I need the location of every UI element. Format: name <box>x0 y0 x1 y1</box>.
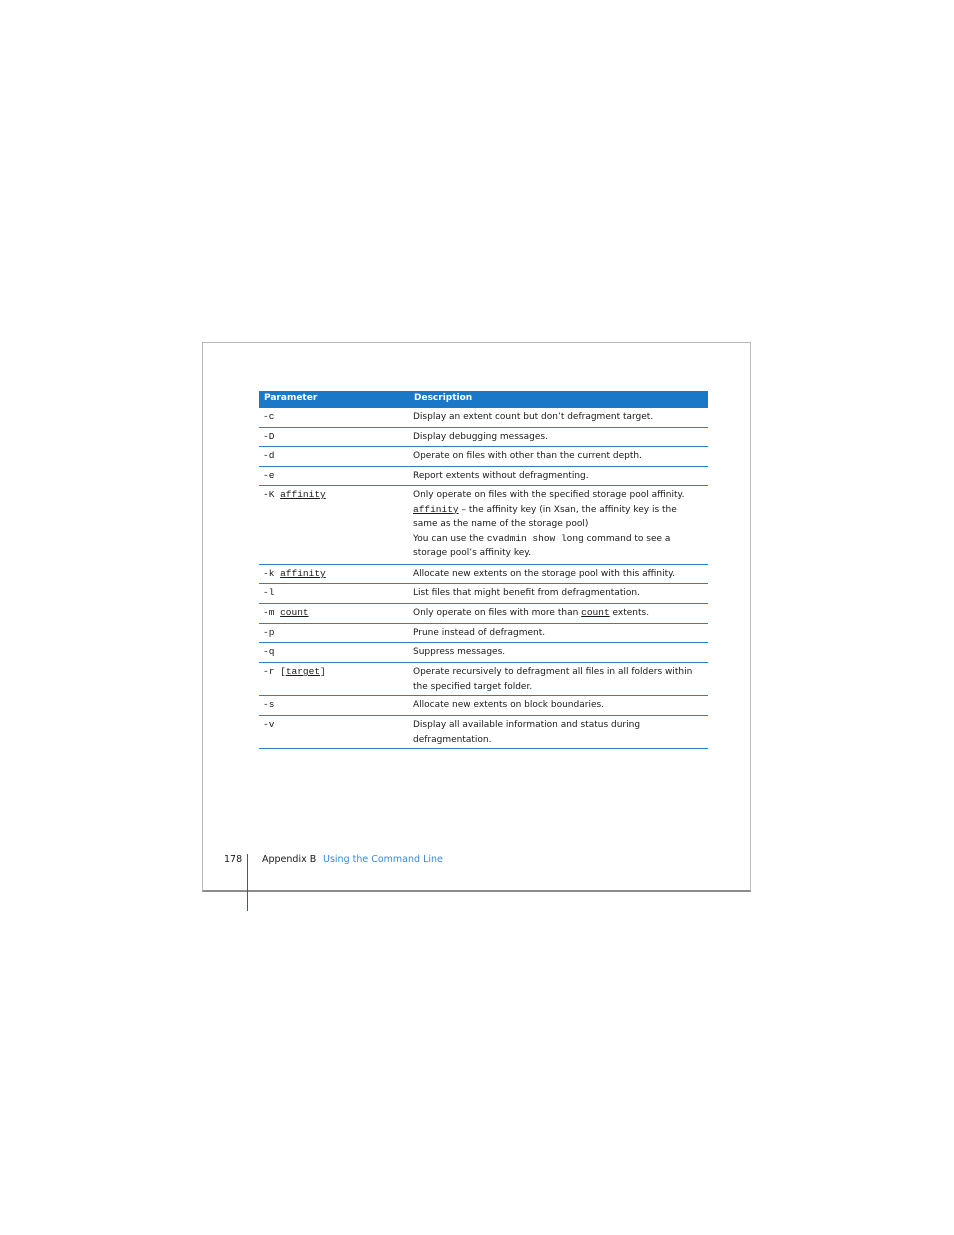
table-row <box>259 584 708 604</box>
code-text: affinity <box>413 503 459 515</box>
header-description: Description <box>414 393 473 403</box>
parameter-flag: -q <box>263 646 275 657</box>
table-row <box>259 408 708 428</box>
description-paragraph <box>413 567 698 582</box>
parameter-argument: count <box>280 607 309 618</box>
description-paragraph <box>413 606 698 621</box>
description-cell <box>413 716 698 747</box>
description-cell <box>413 663 698 694</box>
description-paragraph <box>413 503 698 532</box>
description-paragraph <box>413 469 698 484</box>
footer-section: Appendix B <box>262 854 317 865</box>
parameter-cell <box>263 626 274 641</box>
parameter-flag: -r [ <box>263 666 286 677</box>
description-cell <box>413 604 698 621</box>
description-cell <box>413 624 698 641</box>
description-paragraph <box>413 718 698 747</box>
parameter-flag: -c <box>263 411 275 422</box>
description-paragraph <box>413 488 698 503</box>
parameter-flag: -s <box>263 699 275 710</box>
description-cell <box>413 428 698 445</box>
description-paragraph <box>413 626 698 641</box>
parameter-flag: -d <box>263 450 275 461</box>
parameter-flag: -K <box>263 489 281 500</box>
parameter-table <box>259 391 708 749</box>
description-text: Allocate new extents on the storage pool with this affinity. <box>413 569 676 579</box>
code-text: cvadmin show long <box>486 532 584 544</box>
parameter-cell <box>263 469 274 484</box>
table-row <box>259 663 708 696</box>
parameter-cell <box>263 698 274 713</box>
description-paragraph <box>413 665 698 694</box>
table-header <box>259 391 708 408</box>
description-text: You can use the <box>413 533 487 544</box>
description-paragraph <box>413 532 698 561</box>
table-row <box>259 716 708 749</box>
parameter-argument: affinity <box>280 489 326 500</box>
description-text: – the affinity key (in Xsan, the affinity key is the same as the name of the storage pool) <box>413 504 677 530</box>
parameter-cell <box>263 410 274 425</box>
table-row <box>259 467 708 486</box>
page-number: 178 <box>224 854 243 865</box>
parameter-flag: ] <box>320 666 326 677</box>
description-paragraph <box>413 410 698 425</box>
header-parameter: Parameter <box>264 393 318 403</box>
footer-chapter-link[interactable]: Using the Command Line <box>323 854 443 865</box>
table-row <box>259 486 708 565</box>
description-paragraph <box>413 645 698 660</box>
description-text: Operate recursively to defragment all files in all folders within the specified target folder. <box>413 667 693 692</box>
description-cell <box>413 584 698 601</box>
description-text: Display debugging messages. <box>413 432 548 442</box>
description-cell <box>413 467 698 484</box>
description-paragraph <box>413 449 698 464</box>
parameter-cell <box>263 430 274 445</box>
description-cell <box>413 486 698 561</box>
description-cell <box>413 643 698 660</box>
description-text: Display all available information and status during defragmentation. <box>413 720 641 745</box>
table-row <box>259 428 708 447</box>
footer-divider <box>247 854 248 911</box>
table-body <box>259 408 708 749</box>
description-text: Report extents without defragmenting. <box>413 471 589 481</box>
table-row <box>259 624 708 643</box>
description-cell <box>413 696 698 713</box>
parameter-flag: -l <box>263 587 275 598</box>
description-text: Display an extent count but don’t defragment target. <box>413 412 654 422</box>
description-cell <box>413 447 698 464</box>
description-paragraph <box>413 698 698 713</box>
parameter-argument: target <box>285 666 321 677</box>
description-paragraph <box>413 586 698 601</box>
description-text: command to see a storage pool’s affinity key. <box>413 533 671 559</box>
description-text: Prune instead of defragment. <box>413 628 546 638</box>
table-row <box>259 447 708 467</box>
parameter-cell <box>263 665 326 680</box>
description-cell <box>413 565 698 582</box>
description-text: Allocate new extents on block boundaries. <box>413 700 605 710</box>
parameter-flag: -m <box>263 607 281 618</box>
description-cell <box>413 408 698 425</box>
parameter-argument: affinity <box>280 568 326 579</box>
parameter-flag: -v <box>263 719 275 730</box>
parameter-cell <box>263 718 274 733</box>
parameter-cell <box>263 645 274 660</box>
table-row <box>259 643 708 663</box>
parameter-cell <box>263 586 274 601</box>
parameter-flag: -k <box>263 568 281 579</box>
description-text: Only operate on files with more than <box>413 608 582 618</box>
description-text: Only operate on files with the specified storage pool affinity. <box>413 490 685 500</box>
table-row <box>259 565 708 584</box>
parameter-cell <box>263 606 309 621</box>
description-text: Operate on files with other than the current depth. <box>413 451 642 461</box>
parameter-flag: -D <box>263 431 275 442</box>
description-text: List files that might benefit from defragmentation. <box>413 588 640 598</box>
parameter-cell <box>263 488 326 503</box>
description-paragraph <box>413 430 698 445</box>
parameter-flag: -p <box>263 627 275 638</box>
parameter-cell <box>263 449 274 464</box>
description-text: Suppress messages. <box>413 647 506 657</box>
code-text: count <box>581 607 610 618</box>
parameter-cell <box>263 567 326 582</box>
description-text: extents. <box>609 608 650 618</box>
table-row <box>259 696 708 716</box>
table-row <box>259 604 708 624</box>
parameter-flag: -e <box>263 470 275 481</box>
